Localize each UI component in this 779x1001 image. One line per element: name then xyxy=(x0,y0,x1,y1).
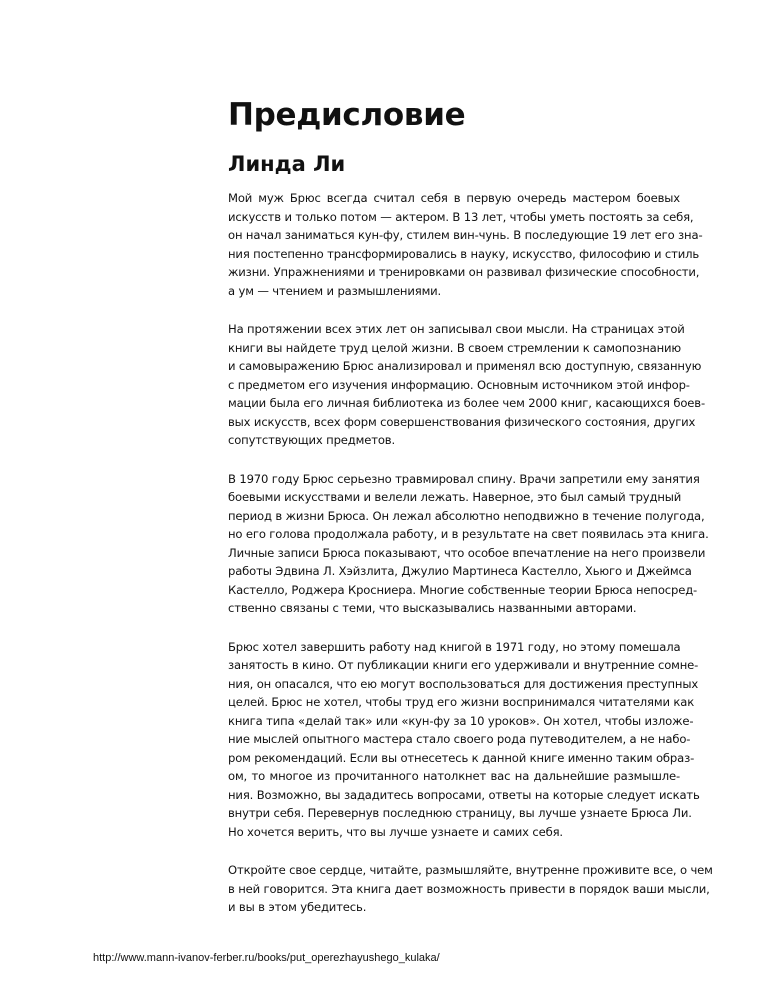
paragraph-line: период в жизни Брюса. Он лежал абсолютно неподвижно в течение полугода, xyxy=(228,508,705,523)
page-title: Предисловие xyxy=(228,97,466,133)
paragraph-line: работы Эдвина Л. Хэйзлита, Джулио Мартинеса Кастелло, Хьюго и Джеймса xyxy=(228,564,692,578)
paragraph-line: книги вы найдете труд целой жизни. В своем стремлении к самопознанию xyxy=(228,340,682,355)
paragraph-line: сопутствующих предметов. xyxy=(228,433,395,447)
paragraph-line: и вы в этом убедитесь. xyxy=(228,900,367,914)
paragraph xyxy=(228,861,713,917)
paragraph-line: целей. Брюс не хотел, чтобы труд его жизни воспринимался читателями как xyxy=(228,695,695,709)
paragraph-line: но его голова продолжала работу, и в результате на свет появилась эта книга. xyxy=(228,527,709,541)
paragraph-line: ния, он опасался, что ею могут воспользоваться для достижения преступных xyxy=(228,676,699,691)
paragraph xyxy=(228,320,706,450)
paragraph-line: внутри себя. Перевернув последнюю страницу, вы лучше узнаете Брюса Ли. xyxy=(228,806,692,820)
paragraph xyxy=(228,189,703,300)
paragraph-line: ния. Возможно, вы зададитесь вопросами, ответы на которые следует искать xyxy=(228,787,700,802)
paragraph xyxy=(228,638,700,842)
paragraph-line: с предметом его изучения информацию. Основным источником этой инфор- xyxy=(228,377,690,392)
paragraph-line: ние мыслей опытного мастера стало своего рода путеводителем, а не набо- xyxy=(228,732,691,746)
paragraph-line: мации была его личная библиотека из более чем 2000 книг, касающихся боев- xyxy=(228,396,706,410)
paragraph-line: а ум — чтением и размышлениями. xyxy=(228,283,442,298)
paragraph-line: книга типа «делай так» или «кун-фу за 10 уроков». Он хотел, чтобы изложе- xyxy=(228,713,694,728)
author-name: Линда Ли xyxy=(228,152,346,176)
footer-url: http://www.mann-ivanov-ferber.ru/books/put_operezhayushego_kulaka/ xyxy=(93,952,440,964)
paragraph-line: Но хочется верить, что вы лучше узнаете и самих себя. xyxy=(228,824,563,839)
paragraph-line: Мой муж Брюс всегда считал себя в первую очередь мастером боевых xyxy=(228,191,680,205)
paragraph-line: ственно связаны с теми, что высказывались названными авторами. xyxy=(228,601,637,615)
paragraph-line: ром рекомендаций. Если вы отнесетесь к данной книге именно таким образ- xyxy=(228,750,695,765)
paragraph-line: ом, то многое из прочитанного натолкнет вас на дальнейшие размышле- xyxy=(228,769,680,783)
paragraph-line: боевыми искусствами и велели лежать. Наверное, это был самый трудный xyxy=(228,490,682,504)
paragraph-line: ния постепенно трансформировались в науку, искусство, философию и стиль xyxy=(228,246,700,261)
paragraph-line: Откройте свое сердце, читайте, размышляйте, внутренне проживите все, о чем xyxy=(228,863,713,877)
paragraph-line: Личные записи Брюса показывают, что особое впечатление на него произвели xyxy=(228,545,706,560)
paragraph xyxy=(228,470,709,618)
paragraph-line: В 1970 году Брюс серьезно травмировал спину. Врачи запретили ему занятия xyxy=(228,471,700,486)
paragraph-line: и самовыражению Брюс анализировал и применял всю доступную, связанную xyxy=(228,359,702,373)
paragraph-line: жизни. Упражнениями и тренировками он развивал физические способности, xyxy=(228,265,700,279)
body-text xyxy=(228,189,713,937)
paragraph-line: он начал заниматься кун-фу, стилем вин-чунь. В последующие 19 лет его зна- xyxy=(228,228,703,242)
paragraph-line: Брюс хотел завершить работу над книгой в 1971 году, но этому помешала xyxy=(228,639,681,654)
paragraph-line: Кастелло, Роджера Кросниера. Многие собственные теории Брюса непосред- xyxy=(228,582,698,597)
paragraph-line: На протяжении всех этих лет он записывал свои мысли. На страницах этой xyxy=(228,322,685,336)
paragraph-line: вых искусств, всех форм совершенствования физического состояния, других xyxy=(228,414,696,429)
paragraph-line: искусств и только потом — актером. В 13 лет, чтобы уметь постоять за себя, xyxy=(228,209,694,224)
paragraph-line: в ней говорится. Эта книга дает возможность привести в порядок ваши мысли, xyxy=(228,881,710,896)
paragraph-line: занятость в кино. От публикации книги его удерживали и внутренние сомне- xyxy=(228,658,699,672)
